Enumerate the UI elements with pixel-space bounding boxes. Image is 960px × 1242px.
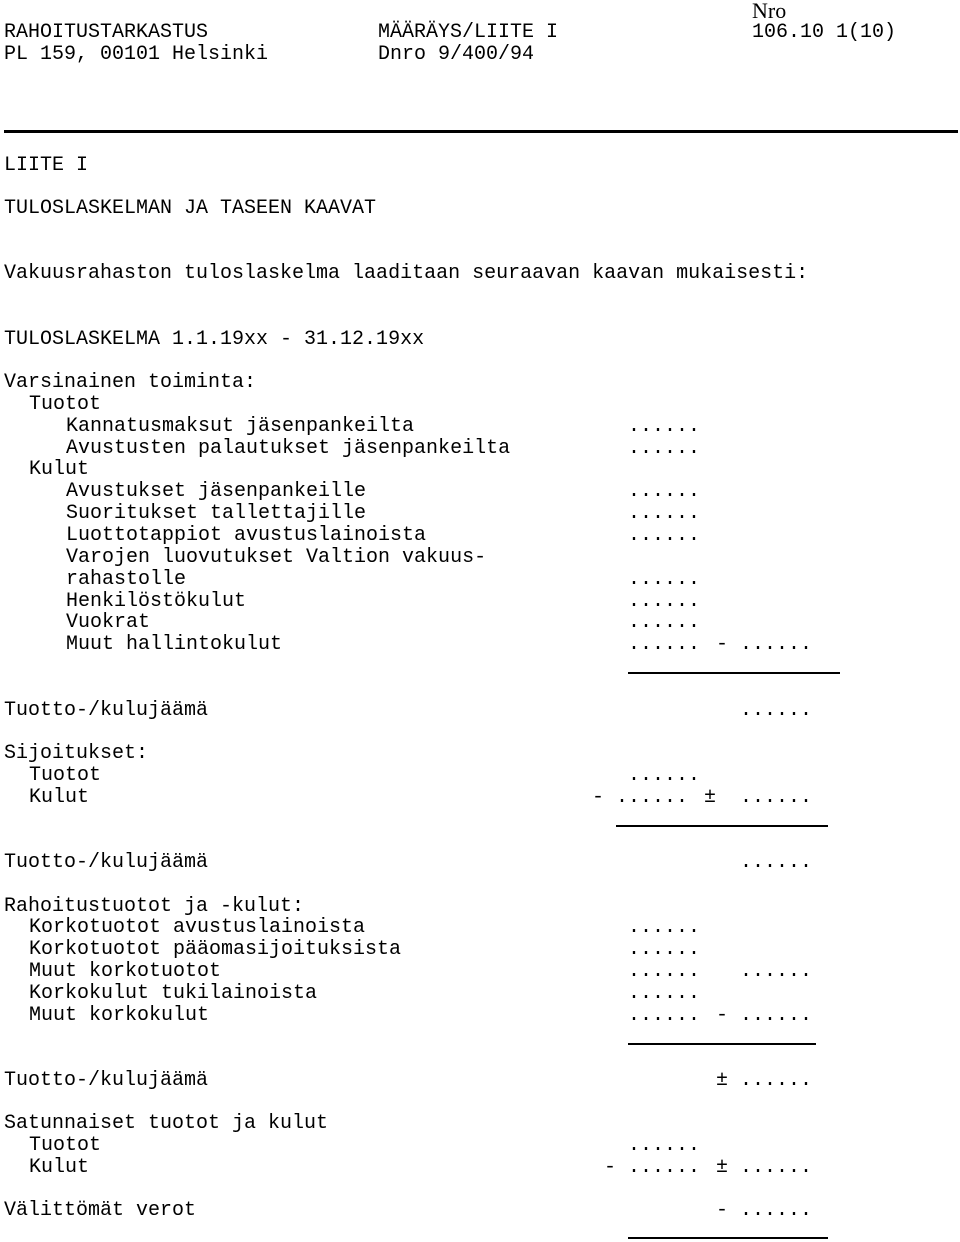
amount-dots: ...... bbox=[628, 568, 701, 591]
appendix-title: LIITE I bbox=[4, 154, 89, 177]
financial-item: Korkotuotot avustuslainoista bbox=[29, 916, 366, 939]
plusminus-sign: ± bbox=[716, 1069, 729, 1092]
amount-dots: ...... bbox=[628, 611, 701, 634]
operations-title: Varsinainen toiminta: bbox=[4, 371, 257, 394]
minus-sign: - bbox=[716, 1004, 729, 1027]
financial-item: Muut korkotuotot bbox=[29, 960, 222, 983]
operations-expense-item: Henkilöstökulut bbox=[66, 590, 247, 613]
extraordinary-expense-label: Kulut bbox=[29, 1156, 90, 1179]
regulation-ref: MÄÄRÄYS/LIITE I bbox=[378, 21, 559, 44]
nro-label: Nro bbox=[752, 0, 787, 23]
extraordinary-income-label: Tuotot bbox=[29, 1134, 102, 1157]
operations-expense-item: rahastolle bbox=[66, 568, 187, 591]
financial-result: Tuotto-/kulujäämä bbox=[4, 1069, 209, 1092]
amount-dots: ...... bbox=[628, 415, 701, 438]
operations-income-item: Kannatusmaksut jäsenpankeilta bbox=[66, 415, 415, 438]
amount-dots: ...... bbox=[740, 1004, 813, 1027]
operations-expense-label: Kulut bbox=[29, 458, 90, 481]
minus-sign: - bbox=[716, 633, 729, 656]
sum-underline bbox=[628, 672, 840, 674]
amount-dots: ...... bbox=[628, 480, 701, 503]
financial-item: Korkotuotot pääomasijoituksista bbox=[29, 938, 402, 961]
amount-dots: ...... bbox=[628, 590, 701, 613]
operations-expense-item: Avustukset jäsenpankeille bbox=[66, 480, 367, 503]
amount-dots: ...... bbox=[628, 633, 701, 656]
financial-item: Korkokulut tukilainoista bbox=[29, 982, 318, 1005]
sum-underline bbox=[616, 825, 828, 827]
sum-underline bbox=[628, 1043, 816, 1045]
amount-dots: ...... bbox=[740, 1069, 813, 1092]
header-rule bbox=[4, 130, 958, 133]
minus-sign: - bbox=[592, 786, 605, 809]
amount-dots: ...... bbox=[628, 982, 701, 1005]
amount-dots: ...... bbox=[628, 960, 701, 983]
amount-dots: ...... bbox=[740, 699, 813, 722]
period-title: TULOSLASKELMA 1.1.19xx - 31.12.19xx bbox=[4, 328, 425, 351]
dnro: Dnro 9/400/94 bbox=[378, 43, 535, 66]
amount-dots: ...... bbox=[740, 851, 813, 874]
org-name: RAHOITUSTARKASTUS bbox=[4, 21, 209, 44]
amount-dots: ...... bbox=[628, 437, 701, 460]
financial-item: Muut korkokulut bbox=[29, 1004, 210, 1027]
plusminus-sign: ± bbox=[716, 1156, 729, 1179]
page-ref: 106.10 1(10) bbox=[752, 21, 897, 44]
doc-heading: TULOSLASKELMAN JA TASEEN KAAVAT bbox=[4, 197, 377, 220]
sum-underline bbox=[628, 1237, 828, 1239]
amount-dots: ...... bbox=[628, 938, 701, 961]
plusminus-sign: ± bbox=[704, 786, 717, 809]
amount-dots: ...... bbox=[628, 764, 701, 787]
intro-text: Vakuusrahaston tuloslaskelma laaditaan seuraavan kaavan mukaisesti: bbox=[4, 262, 809, 285]
amount-dots: ...... bbox=[628, 524, 701, 547]
amount-dots: ...... bbox=[628, 1134, 701, 1157]
amount-dots: ...... bbox=[740, 960, 813, 983]
investments-title: Sijoitukset: bbox=[4, 742, 149, 765]
investments-result: Tuotto-/kulujäämä bbox=[4, 851, 209, 874]
amount-dots: ...... bbox=[628, 916, 701, 939]
amount-dots: ...... bbox=[628, 1004, 701, 1027]
operations-result: Tuotto-/kulujäämä bbox=[4, 699, 209, 722]
amount-dots: ...... bbox=[740, 1156, 813, 1179]
minus-sign: - bbox=[604, 1156, 617, 1179]
taxes-label: Välittömät verot bbox=[4, 1199, 197, 1222]
operations-income-label: Tuotot bbox=[29, 393, 102, 416]
operations-expense-item: Muut hallintokulut bbox=[66, 633, 283, 656]
financial-title: Rahoitustuotot ja -kulut: bbox=[4, 895, 305, 918]
amount-dots: ...... bbox=[740, 1199, 813, 1222]
investments-income-label: Tuotot bbox=[29, 764, 102, 787]
amount-dots: ...... bbox=[628, 502, 701, 525]
amount-dots: ...... bbox=[616, 786, 689, 809]
amount-dots: ...... bbox=[740, 786, 813, 809]
amount-dots: ...... bbox=[740, 633, 813, 656]
operations-income-item: Avustusten palautukset jäsenpankeilta bbox=[66, 437, 511, 460]
amount-dots: ...... bbox=[628, 1156, 701, 1179]
operations-expense-item: Vuokrat bbox=[66, 611, 151, 634]
org-address: PL 159, 00101 Helsinki bbox=[4, 43, 269, 66]
operations-expense-item: Varojen luovutukset Valtion vakuus- bbox=[66, 546, 487, 569]
operations-expense-item: Luottotappiot avustuslainoista bbox=[66, 524, 427, 547]
investments-expense-label: Kulut bbox=[29, 786, 90, 809]
minus-sign: - bbox=[716, 1199, 729, 1222]
extraordinary-title: Satunnaiset tuotot ja kulut bbox=[4, 1112, 329, 1135]
operations-expense-item: Suoritukset tallettajille bbox=[66, 502, 367, 525]
